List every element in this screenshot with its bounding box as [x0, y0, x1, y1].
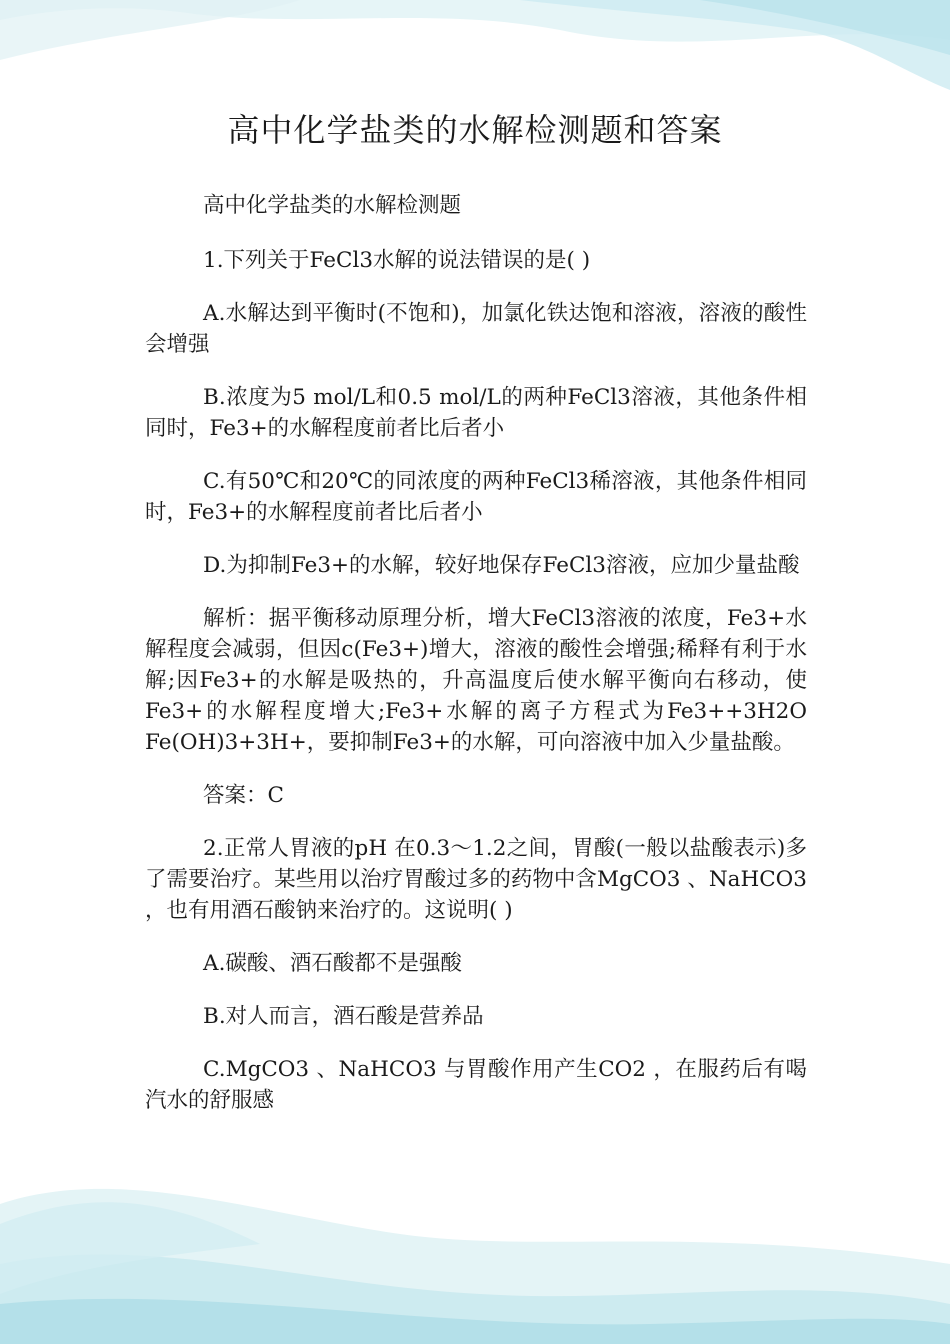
section-heading: 高中化学盐类的水解检测题: [203, 193, 462, 218]
question-1-option-b: B.浓度为5 mol/L和0.5 mol/L的两种FeCl3溶液，其他条件相同时，Fe3+的水解程度前者比后者小: [145, 385, 807, 441]
question-2-stem: 2.正常人胃液的pH 在0.3～1.2之间，胃酸(一般以盐酸表示)多了需要治疗。某些用以治疗胃酸过多的药物中含MgCO3 、NaHCO3 ，也有用酒石酸钠来治疗的。这说明( ): [145, 836, 807, 923]
question-2-option-c: C.MgCO3 、NaHCO3 与胃酸作用产生CO2 ，在服药后有喝汽水的舒服感: [145, 1057, 807, 1113]
question-1-option-c: C.有50℃和20℃的同浓度的两种FeCl3稀溶液，其他条件相同时，Fe3+的水解程度前者比后者小: [145, 469, 807, 525]
question-1-option-a: A.水解达到平衡时(不饱和)，加氯化铁达饱和溶液，溶液的酸性会增强: [145, 301, 807, 357]
question-1-answer: 答案：C: [203, 783, 284, 808]
question-2-option-a: A.碳酸、酒石酸都不是强酸: [203, 951, 462, 976]
document-title: 高中化学盐类的水解检测题和答案: [227, 111, 723, 149]
question-1-option-d: D.为抑制Fe3+的水解，较好地保存FeCl3溶液，应加少量盐酸: [203, 553, 800, 578]
question-1-analysis: 解析：据平衡移动原理分析，增大FeCl3溶液的浓度，Fe3+水解程度会减弱，但因c(Fe3+)增大，溶液的酸性会增强;稀释有利于水解;因Fe3+的水解是吸热的，升高温度后使水解平衡向右移动，使Fe3+的水解程度增大;Fe3+水解的离子方程式为Fe3++3H2O Fe(OH)3+3H+，要抑制Fe3+的水解，可向溶液中加入少量盐酸。: [145, 606, 851, 755]
document-body: [145, 190, 851, 1138]
question-1-stem: 1.下列关于FeCl3水解的说法错误的是( ): [203, 248, 591, 273]
question-2-option-b: B.对人而言，酒石酸是营养品: [203, 1004, 484, 1029]
